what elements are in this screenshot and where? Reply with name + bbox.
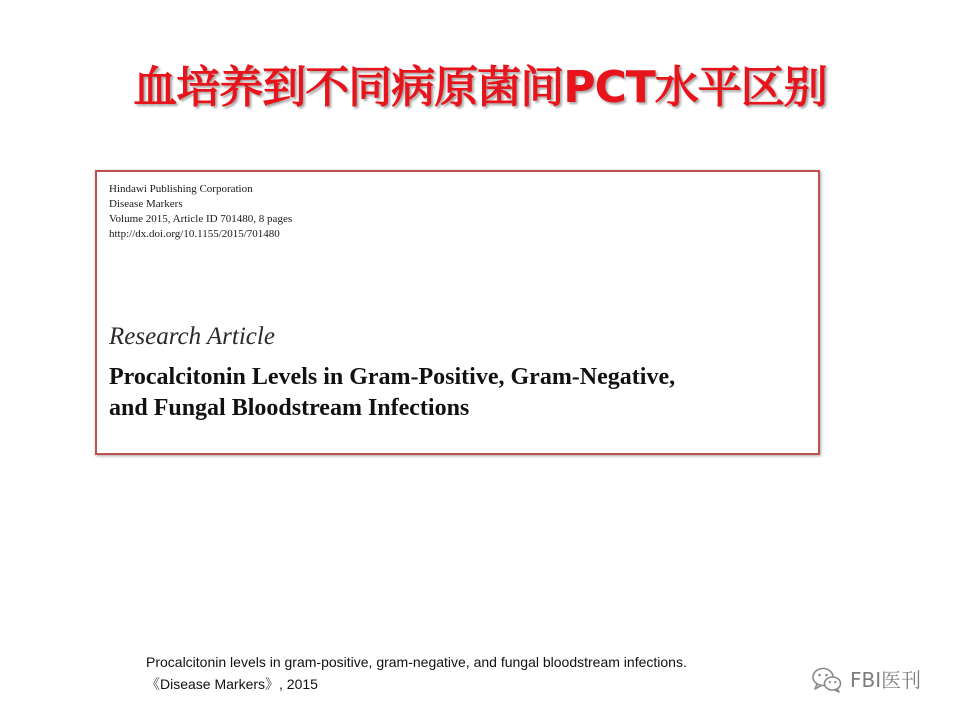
watermark [812, 665, 921, 695]
paper-screenshot [95, 170, 820, 455]
wechat-icon [812, 667, 842, 693]
article-title-line-2: and Fungal Bloodstream Infections [109, 395, 470, 421]
article-type: Research Article [109, 323, 275, 350]
journal-name: Disease Markers [109, 198, 183, 210]
article-title [109, 362, 809, 424]
citation [146, 651, 687, 695]
publisher: Hindawi Publishing Corporation [109, 183, 253, 195]
watermark-text: FBI医刊 [850, 668, 922, 692]
citation-line-2: 《Disease Markers》, 2015 [146, 676, 318, 692]
article-title-line-1: Procalcitonin Levels in Gram-Positive, Gram-Negative, [109, 364, 676, 390]
slide-title: 血培养到不同病原菌间PCT水平区别 [133, 62, 827, 113]
volume-info: Volume 2015, Article ID 701480, 8 pages [109, 213, 293, 225]
doi-link: http://dx.doi.org/10.1155/2015/701480 [109, 228, 280, 240]
paper-metadata [109, 182, 292, 242]
citation-line-1: Procalcitonin levels in gram-positive, gram-negative, and fungal bloodstream infections. [146, 654, 687, 670]
